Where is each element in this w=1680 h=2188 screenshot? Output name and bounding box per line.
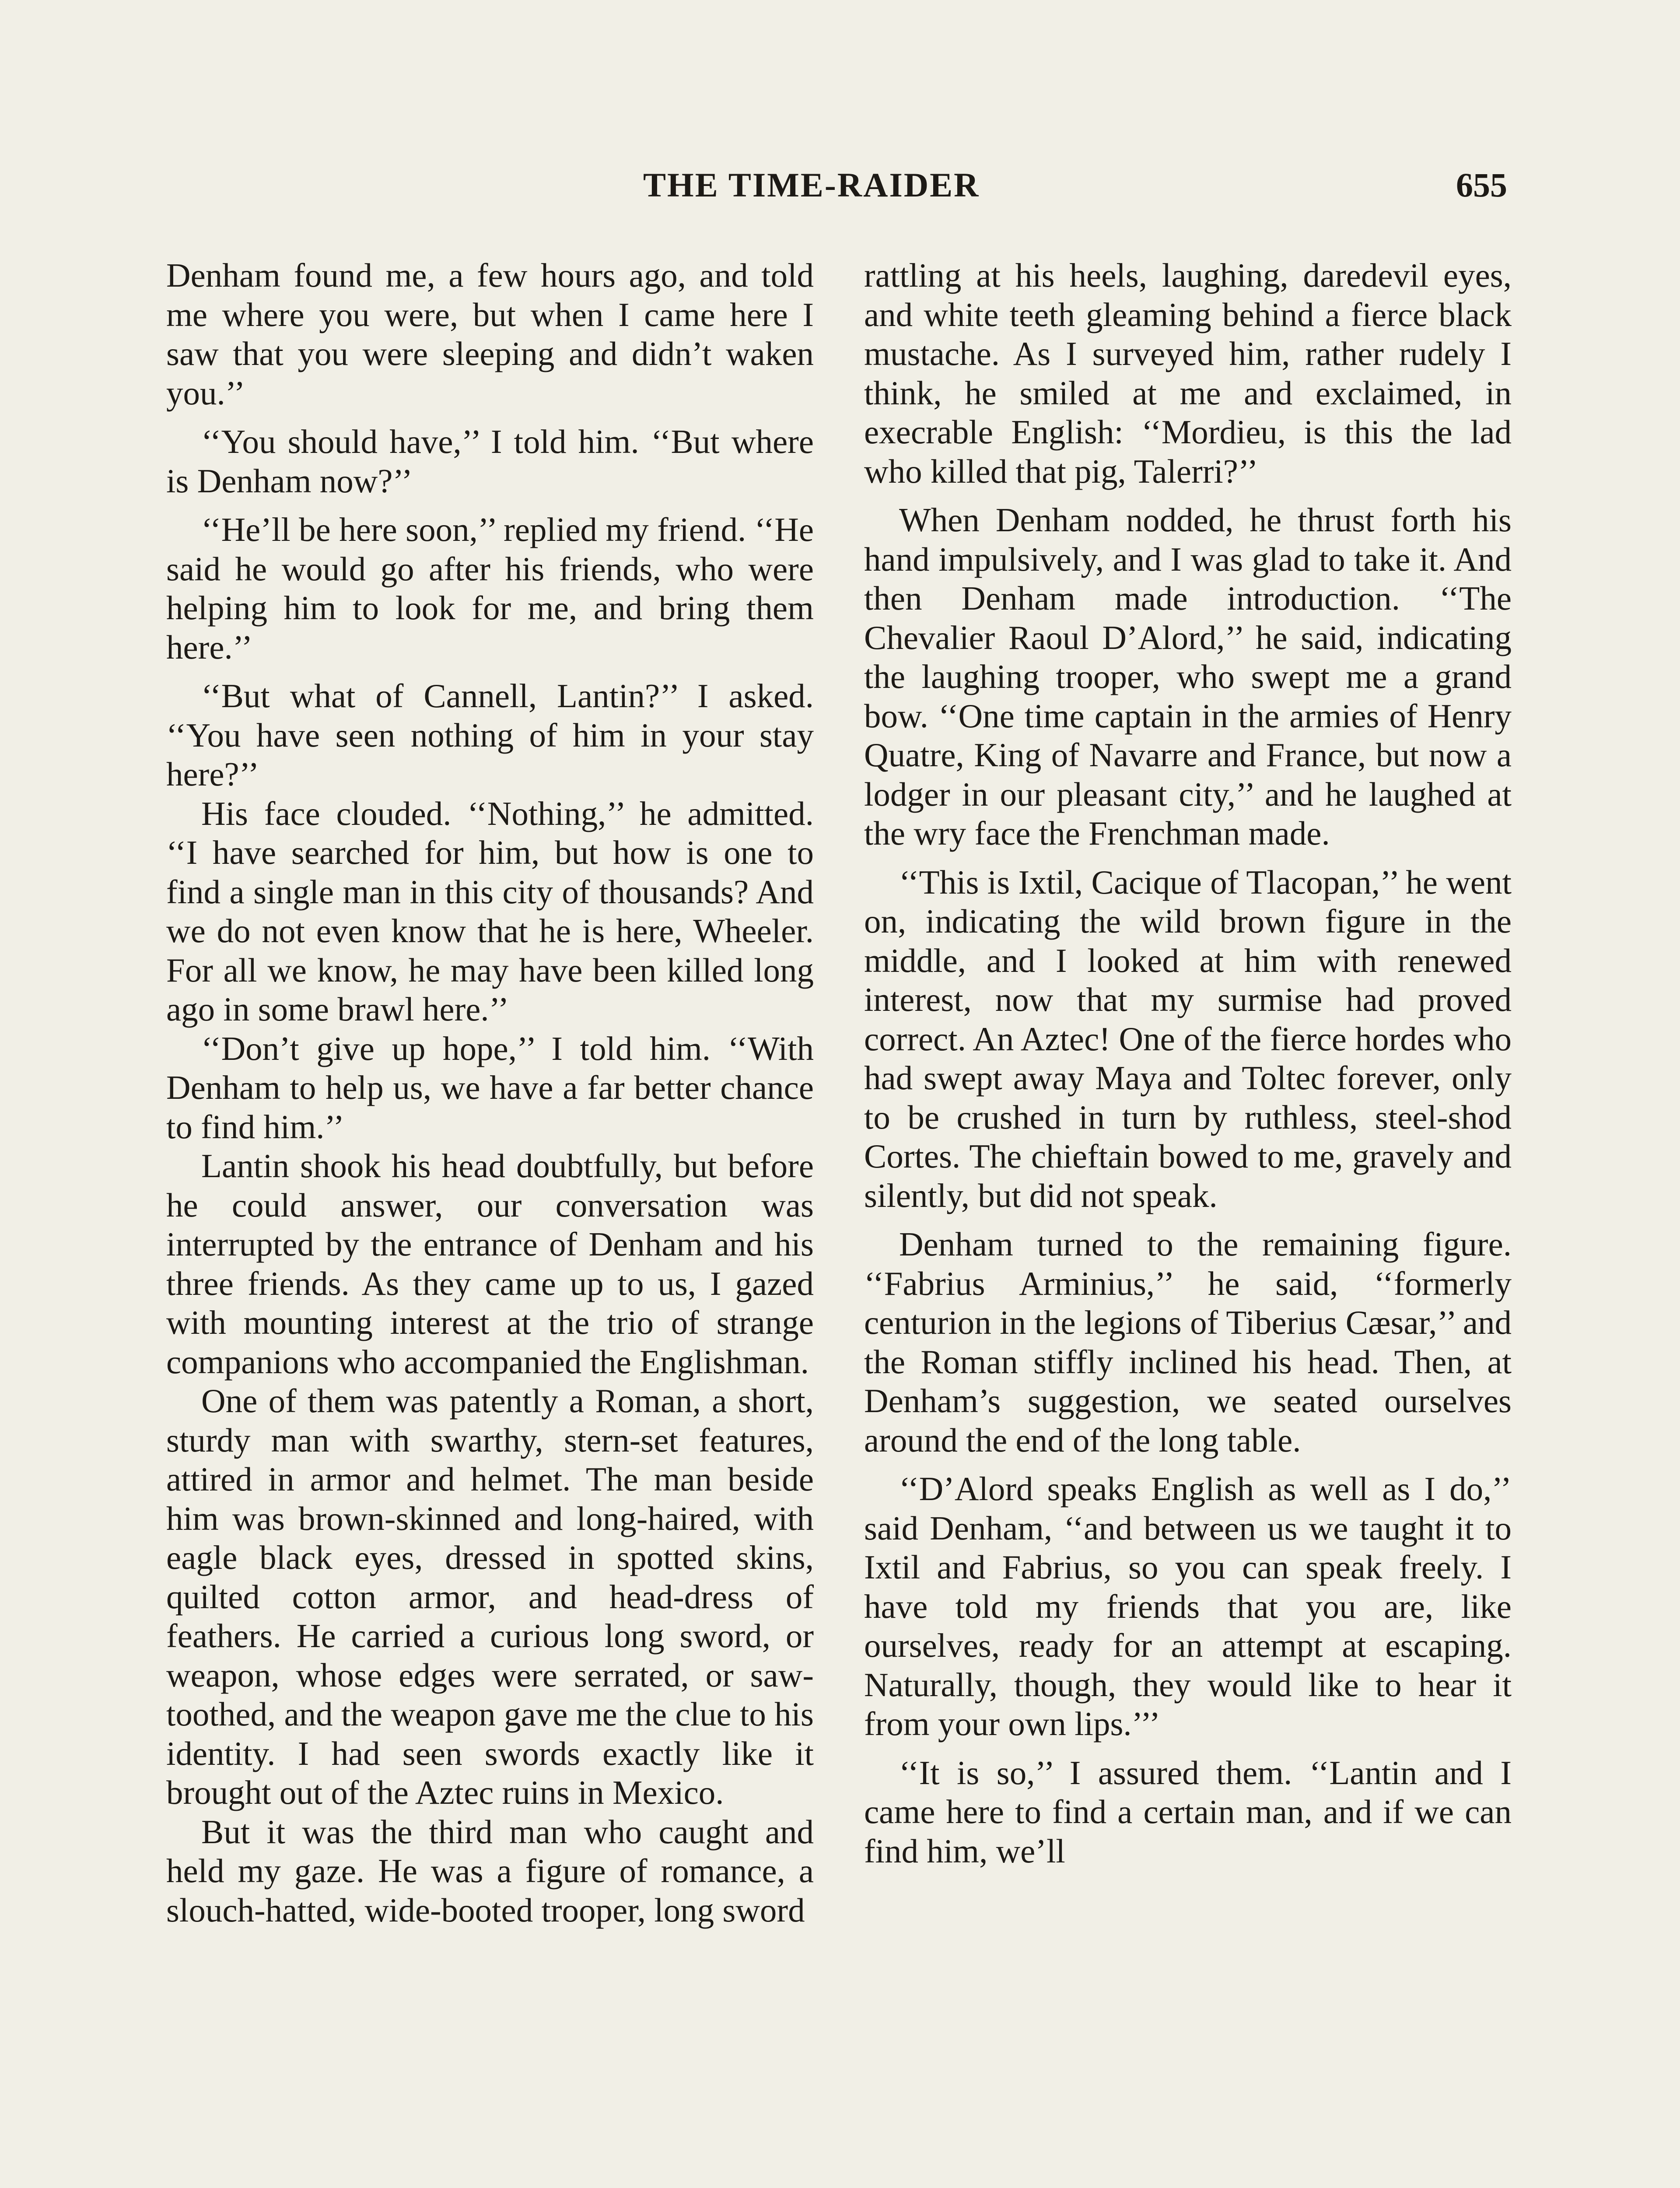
paragraph: ‘‘But what of Cannell, Lantin?’’ I asked. ‘‘You have seen nothing of him in your stay here?’’	[166, 677, 814, 793]
right-column	[864, 256, 1512, 1871]
paragraph: ‘‘This is Ixtil, Cacique of Tlacopan,’’ he went on, indicating the wild brown figure in the middle, and I looked at him with renewed interest, now that my surmise had proved correct. An Aztec! One of the fierce hordes who had swept away Maya and Toltec forever, only to be crushed in turn by ruthless, steel-shod Cortes. The chieftain bowed to me, gravely and silently, but did not speak.	[864, 863, 1512, 1214]
paragraph: But it was the third man who caught and held my gaze. He was a figure of romance, a slouch-hatted, wide-booted trooper, long sword	[166, 1813, 814, 1929]
paragraph: Denham found me, a few hours ago, and told me where you were, but when I came here I saw that you were sleeping and didn’t waken you.’’	[166, 256, 814, 412]
paragraph: Denham turned to the remaining figure. ‘‘Fabrius Arminius,’’ he said, ‘‘formerly centurion in the legions of Tiberius Cæsar,’’ and the Roman stiffly inclined his head. Then, at Denham’s suggestion, we seated ourselves around the end of the long table.	[864, 1225, 1512, 1459]
paragraph: His face clouded. ‘‘Nothing,’’ he admitted. ‘‘I have searched for him, but how is one to find a single man in this city of thousands? And we do not even know that he is here, Wheeler. For all we know, he may have been killed long ago in some brawl here.’’	[166, 794, 814, 1028]
paragraph: rattling at his heels, laughing, daredevil eyes, and white teeth gleaming behind a fierce black mustache. As I surveyed him, rather rudely I think, he smiled at me and exclaimed, in execrable English: ‘‘Mordieu, is this the lad who killed that pig, Talerri?’’	[864, 256, 1512, 490]
paragraph: ‘‘Don’t give up hope,’’ I told him. ‘‘With Denham to help us, we have a far better chance to find him.’’	[166, 1029, 814, 1146]
paragraph: ‘‘You should have,’’ I told him. ‘‘But where is Denham now?’’	[166, 423, 814, 500]
paragraph: ‘‘He’ll be here soon,’’ replied my friend. ‘‘He said he would go after his friends, who were helping him to look for me, and bring them here.’’	[166, 511, 814, 666]
paragraph: One of them was patently a Roman, a short, sturdy man with swarthy, stern-set features, attired in armor and helmet. The man beside him was brown-skinned and long-haired, with eagle black eyes, dressed in spotted skins, quilted cotton armor, and head-dress of feathers. He carried a curious long sword, or weapon, whose edges were serrated, or saw-toothed, and the weapon gave me the clue to his identity. I had seen swords exactly like it brought out of the Aztec ruins in Mexico.	[166, 1382, 814, 1811]
running-head: THE TIME-RAIDER	[643, 166, 980, 204]
paragraph: When Denham nodded, he thrust forth his hand impulsively, and I was glad to take it. And then Denham made introduction. ‘‘The Chevalier Raoul D’Alord,’’ he said, indicating the laughing trooper, who swept me a grand bow. ‘‘One time captain in the armies of Henry Quatre, King of Navarre and France, but now a lodger in our pleasant city,’’ and he laughed at the wry face the Frenchman made.	[864, 501, 1512, 852]
left-column	[166, 256, 814, 1930]
paragraph: ‘‘D’Alord speaks English as well as I do,’’ said Denham, ‘‘and between us we taught it to Ixtil and Fabrius, so you can speak freely. I have told my friends that you are, like ourselves, ready for an attempt at escaping. Naturally, though, they would like to hear it from your own lips.’’’	[864, 1470, 1512, 1743]
paragraph: Lantin shook his head doubtfully, but before he could answer, our conversation was interrupted by the entrance of Denham and his three friends. As they came up to us, I gazed with mounting interest at the trio of strange companions who accompanied the Englishman.	[166, 1147, 814, 1381]
paragraph: ‘‘It is so,’’ I assured them. ‘‘Lantin and I came here to find a certain man, and if we can find him, we’ll	[864, 1753, 1512, 1870]
page-number: 655	[1456, 166, 1507, 204]
